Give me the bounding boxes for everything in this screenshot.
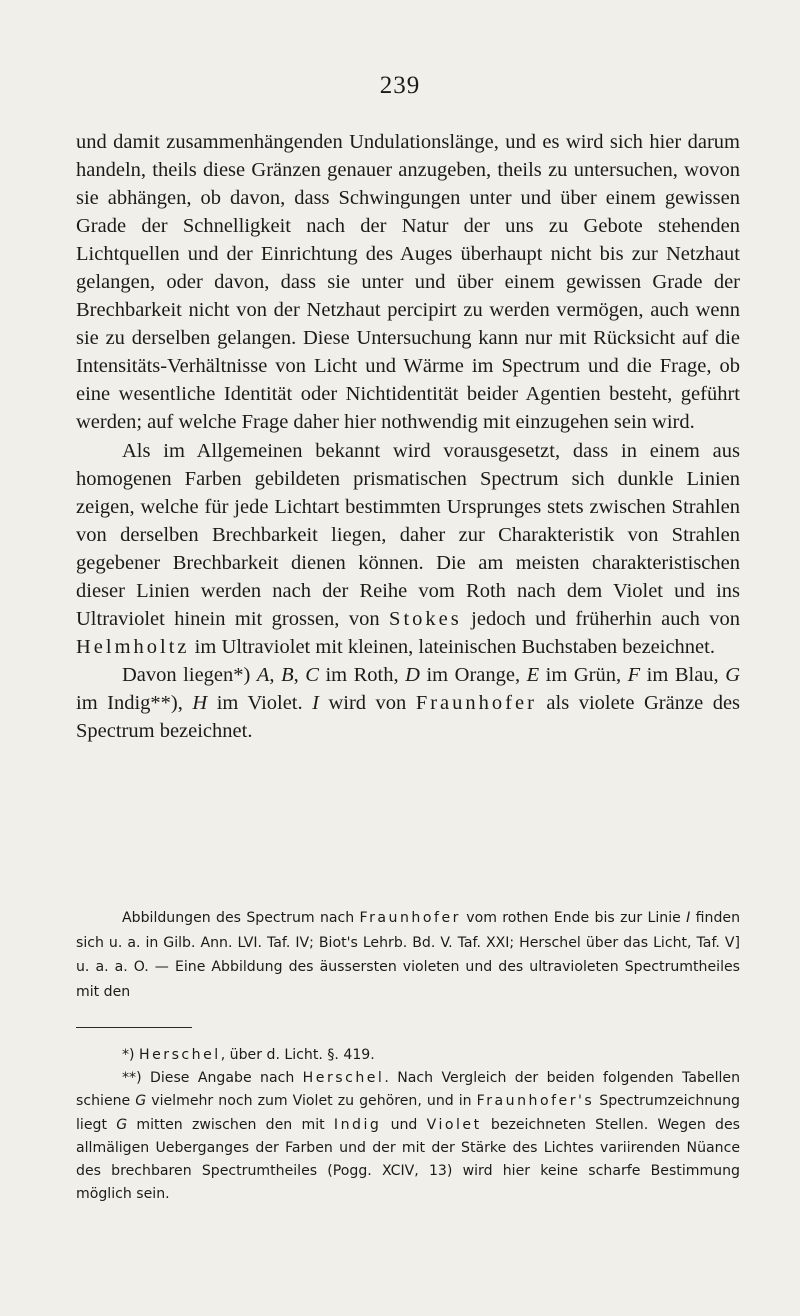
author-name-herschel: Herschel	[302, 1070, 385, 1087]
line-letter: B	[281, 663, 294, 686]
footnote-mark: *)	[122, 1047, 140, 1063]
text-run: im Ultraviolet mit kleinen, lateinischen Buchstaben bezeichnet.	[189, 635, 715, 658]
color-name-violet: Violet	[426, 1116, 482, 1133]
text-run: jedoch und früherhin auch von	[461, 607, 740, 630]
line-letter: H	[192, 691, 208, 714]
main-text	[76, 128, 740, 745]
line-letter: I	[312, 691, 319, 714]
page-number: 239	[379, 72, 421, 99]
text-run: im Blau,	[640, 663, 726, 686]
author-name-fraunhofer: Fraunhofer	[359, 910, 461, 926]
line-letter: G	[725, 663, 741, 686]
small-print-note	[76, 906, 740, 1004]
paragraph-3	[76, 661, 740, 745]
author-name-stokes: Stokes	[389, 607, 462, 630]
small-paragraph	[76, 906, 740, 1004]
text-run: Diese Angabe nach	[150, 1070, 303, 1087]
text-run: vielmehr noch zum Violet zu gehören, und in	[146, 1093, 477, 1110]
author-name-helmholtz: Helmholtz	[76, 635, 190, 658]
footnotes	[76, 1044, 740, 1206]
footnote-2	[76, 1067, 740, 1206]
text-run: , über d. Licht. §. 419.	[220, 1047, 375, 1063]
line-letter: F	[627, 663, 641, 686]
text-run: im Grün,	[539, 663, 628, 686]
line-letter: E	[526, 663, 540, 686]
text-run: Spectrumzeichnung liegt	[76, 1093, 740, 1133]
author-name-fraunhofer: Fraunhofer's	[476, 1093, 595, 1110]
text-run: im Orange,	[419, 663, 527, 686]
color-name-indig: Indig	[333, 1116, 382, 1133]
line-letter: I	[686, 910, 691, 926]
text-run: als violete Gränze des Spectrum bezeichnet.	[76, 691, 741, 742]
footnote-1	[76, 1044, 740, 1067]
text-run: bezeichneten Stellen. Wegen des allmäligen Ueberganges der Farben und der mit der Stärke des Lichtes variirenden Nüance des brechbaren Spectrumtheiles (Pogg. XCIV, 13) wird hier keine scharfe Bestimmung möglich sein.	[76, 1116, 740, 1203]
text-run: Als im Allgemeinen bekannt wird vorausgesetzt, dass in einem aus homogenen Farben gebildeten prismatischen Spectrum sich dunkle Linien zeigen, welche für jede Lichtart bestimmten Ursprunges stets zwischen Strahlen von derselben Brechbarkeit liegen, daher zur Charakteristik von Strahlen gegebener Brechbarkeit dienen können. Die am meisten charakteristischen dieser Linien werden nach der Reihe vom Roth nach dem Violet und ins Ultraviolet hinein mit grossen, von	[76, 439, 740, 630]
paragraph-1: und damit zusammenhängenden Undulationslänge, und es wird sich hier darum handeln, theils diese Gränzen genauer anzugeben, theils zu untersuchen, wovon sie abhängen, ob davon, dass Schwingungen unter und über einem gewissen Grade der Schnelligkeit nach der Natur der uns zu Gebote stehenden Lichtquellen und der Einrichtung des Auges überhaupt nicht bis zur Netzhaut gelangen, oder davon, dass sie unter und über einem gewissen Grade der Brechbarkeit nicht von der Netzhaut percipirt zu werden vermögen, auch wenn sie zu derselben gelangen. Diese Untersuchung kann nur mit Rücksicht auf die Intensitäts-Verhältnisse von Licht und Wärme im Spectrum und die Frage, ob eine wesentliche Identität oder Nichtidentität beider Agentien besteht, geführt werden; auf welche Frage daher hier nothwendig mit einzugehen sein wird.	[76, 131, 740, 434]
paragraph-2	[76, 437, 740, 661]
text-run: ,	[293, 663, 306, 686]
text-run: Davon liegen*)	[122, 663, 257, 686]
line-letter: G	[116, 1116, 128, 1133]
line-letter: A	[256, 663, 270, 686]
text-run: im Roth,	[318, 663, 406, 686]
text-run: . Nach Vergleich der beiden folgenden Tabellen schiene	[76, 1070, 741, 1110]
line-letter: G	[135, 1093, 147, 1110]
text-run: Abbildungen des Spectrum nach	[122, 910, 360, 926]
line-letter: C	[305, 663, 319, 686]
footnote-mark: **)	[122, 1070, 150, 1087]
author-name-herschel: Herschel	[139, 1047, 221, 1063]
text-run: ,	[269, 663, 282, 686]
text-run: mitten zwischen den mit	[127, 1116, 334, 1133]
text-run: vom rothen Ende bis zur Linie	[460, 910, 687, 926]
text-run: im Violet.	[207, 691, 313, 714]
text-run: finden sich u. a. in Gilb. Ann. LVI. Taf. IV; Biot's Lehrb. Bd. V. Taf. XXI; Herschel über das Licht, Taf. V] u. a. a. O. — Eine Abbildung des äussersten violeten und des ultravioleten Spectrumtheiles mit den	[76, 910, 740, 1000]
line-letter: D	[405, 663, 420, 686]
text-run: und	[381, 1116, 427, 1133]
footnote-separator	[76, 1027, 192, 1028]
author-name-fraunhofer: Fraunhofer	[415, 691, 537, 714]
text-run: im Indig**),	[76, 691, 193, 714]
text-run: wird von	[318, 691, 416, 714]
